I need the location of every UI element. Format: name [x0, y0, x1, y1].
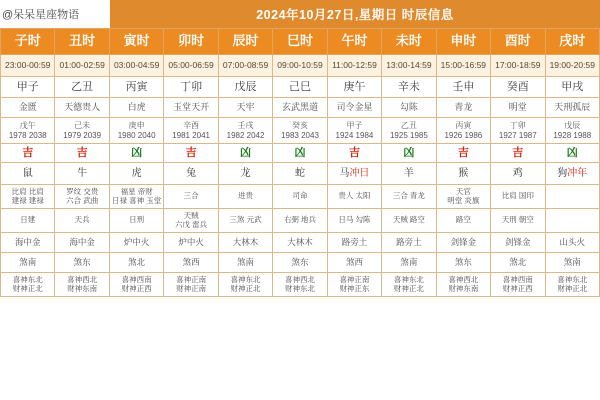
sha-direction-cell: 煞南: [218, 253, 272, 273]
direction-line: 财神东南: [67, 283, 98, 293]
star-years-list: 1982 2042: [226, 130, 265, 140]
shishen-line: 日禄 喜神 玉堂: [112, 195, 162, 205]
star-branch: 戊辰: [564, 120, 581, 130]
sha-direction-cell: 煞南: [545, 253, 599, 273]
star-branch: 戊午: [19, 120, 36, 130]
direction-line: 财神正北: [393, 283, 424, 293]
xishen-caishen-cell: [545, 273, 599, 297]
luck-label: 凶: [403, 146, 415, 159]
star-years-cell: [273, 118, 327, 144]
wuxing-nayin-cell: 炉中火: [164, 233, 218, 253]
sha-direction-cell: 煞北: [109, 253, 163, 273]
xishen-caishen-cell: [436, 273, 490, 297]
direction-line: 财神正北: [230, 283, 261, 293]
wuxing-nayin-cell: 剑锋金: [436, 233, 490, 253]
hour-name-cell[interactable]: 酉时: [491, 29, 545, 55]
shishen: [1, 185, 600, 209]
wuxing-nayin-cell: 海中金: [55, 233, 109, 253]
wuxing-nayin-cell: 山头火: [545, 233, 599, 253]
direction-line: 财神正西: [121, 283, 152, 293]
luck-label: 吉: [185, 146, 197, 159]
shensha-line: 右弼 地兵: [283, 215, 317, 225]
star-branch: 庚申: [128, 120, 145, 130]
nayin-top-cell: 司令金星: [327, 98, 381, 118]
hour-name-cell[interactable]: 辰时: [218, 29, 272, 55]
ganzhi-cell: 甲子: [1, 77, 55, 98]
zodiac-chong-cell: [491, 163, 545, 185]
shishen-cell: [164, 185, 218, 209]
zodiac-label: 兔: [186, 167, 197, 179]
shishen-line: 进贵: [238, 191, 254, 201]
direction-line: 财神正南: [176, 283, 207, 293]
star-years-list: 1983 2043: [281, 130, 319, 140]
star-branch: 己未: [74, 120, 91, 130]
luck-label: 吉: [348, 146, 360, 159]
shensha-line: 六戊 雷兵: [175, 219, 208, 229]
nayin-top-cell: 天刑孤辰: [545, 98, 599, 118]
shensha-line: 路空: [455, 215, 471, 225]
star-years: [1, 118, 600, 144]
ganzhi-cell: 己巳: [273, 77, 327, 98]
zodiac-chong-cell: [436, 163, 490, 185]
zodiac-label: 狗: [557, 167, 568, 179]
shishen-line: 三合 青龙: [392, 191, 425, 201]
shishen-cell: [55, 185, 109, 209]
star-years-cell: [1, 118, 55, 144]
xishen-caishen-cell: [164, 273, 218, 297]
shishen-line: 福星 帝财: [120, 186, 153, 196]
hour-range-cell: 05:00-06:59: [164, 55, 218, 77]
hour-range-cell: 17:00-18:59: [491, 55, 545, 77]
zodiac-label: 蛇: [294, 167, 305, 179]
star-years-list: 1981 2041: [172, 130, 210, 140]
nayin-top-cell: 玉堂天开: [164, 98, 218, 118]
nayin-top-cell: 青龙: [436, 98, 490, 118]
direction-line: 喜神西北: [284, 274, 315, 284]
brand-watermark: @呆呆星座物语: [2, 9, 80, 21]
shensha-line: 天贼 路空: [392, 215, 425, 225]
star-branch: 甲子: [346, 120, 363, 130]
zodiac-chong-cell: [327, 163, 381, 185]
star-years-list: 1924 1984: [335, 130, 374, 140]
shishen-cell: [327, 185, 381, 209]
shishen-line: 比肩 比肩: [11, 186, 44, 196]
star-years-list: 1979 2039: [63, 130, 102, 140]
hour-info-table: [0, 28, 600, 297]
shishen-cell: [545, 185, 599, 209]
zodiac-chong-cell: [218, 163, 272, 185]
shishen-line: 三合: [183, 191, 199, 201]
zodiac-chong-cell: [164, 163, 218, 185]
xishen-caishen-cell: [218, 273, 272, 297]
wuxing-nayin-cell: 大林木: [273, 233, 327, 253]
star-years-list: 1927 1987: [498, 130, 537, 140]
zodiac-chong: [1, 163, 600, 185]
ganzhi-cell: 庚午: [327, 77, 381, 98]
star-years-cell: [491, 118, 545, 144]
xishen-caishen-cell: [55, 273, 109, 297]
luck-flag-cell: [491, 144, 545, 163]
shensha-cell: [327, 209, 381, 233]
hour-range: [1, 55, 600, 77]
shensha-line: 天贼: [183, 210, 199, 220]
hour-range-cell: 13:00-14:59: [382, 55, 436, 77]
star-years-cell: [109, 118, 163, 144]
shishen-cell: [218, 185, 272, 209]
hour-name-cell[interactable]: 巳时: [273, 29, 327, 55]
direction-line: 喜神西南: [502, 274, 533, 284]
luck-label: 吉: [512, 146, 524, 159]
shishen-line: 天官: [455, 186, 471, 196]
luck-flag-cell: [55, 144, 109, 163]
nayin-top-cell: 明堂: [491, 98, 545, 118]
hour-name-cell[interactable]: 子时: [1, 29, 55, 55]
luck-flag: [1, 144, 600, 163]
star-branch: 癸亥: [291, 120, 308, 130]
luck-label: 凶: [131, 146, 143, 159]
luck-label: 凶: [566, 146, 578, 159]
zodiac-label: 羊: [403, 167, 414, 179]
star-years-cell: [382, 118, 436, 144]
luck-flag-cell: [273, 144, 327, 163]
wuxing-nayin-cell: 剑锋金: [491, 233, 545, 253]
shensha-line: 日刑: [129, 215, 145, 225]
ganzhi-cell: 壬申: [436, 77, 490, 98]
luck-flag-cell: [1, 144, 55, 163]
shensha-cell: [273, 209, 327, 233]
zodiac-label: 虎: [131, 167, 142, 179]
nayin-top-cell: 金匮: [1, 98, 55, 118]
direction-line: 喜神东北: [12, 274, 43, 284]
zodiac-chong-cell: [1, 163, 55, 185]
shishen-line: 贵人 太阳: [338, 191, 371, 201]
luck-label: 吉: [76, 146, 88, 159]
zodiac-chong-cell: [273, 163, 327, 185]
wuxing-nayin-cell: 大林木: [218, 233, 272, 253]
star-branch: 丁卯: [509, 120, 526, 130]
star-years-cell: [218, 118, 272, 144]
nayin-top-cell: 玄武黑道: [273, 98, 327, 118]
hour-range-cell: 19:00-20:59: [545, 55, 599, 77]
star-branch: 乙丑: [400, 120, 417, 130]
luck-flag-cell: [327, 144, 381, 163]
star-years-cell: [436, 118, 490, 144]
shishen-line: 明堂 炎旗: [447, 195, 480, 205]
xishen-caishen-cell: [327, 273, 381, 297]
wuxing-nayin-cell: 海中金: [1, 233, 55, 253]
direction-line: 喜神正南: [339, 274, 370, 284]
hour-name-cell[interactable]: 午时: [327, 29, 381, 55]
zodiac-chong-cell: [55, 163, 109, 185]
star-branch: 辛酉: [183, 120, 200, 130]
direction-line: 喜神西北: [67, 274, 98, 284]
luck-flag-cell: [164, 144, 218, 163]
hour-name-cell[interactable]: 丑时: [55, 29, 109, 55]
sha-direction-cell: 煞西: [327, 253, 381, 273]
luck-label: 吉: [22, 146, 34, 159]
sha-direction: [1, 253, 600, 273]
direction-line: 财神正北: [12, 283, 43, 293]
zodiac-label: 龙: [240, 167, 251, 179]
shishen-cell: [273, 185, 327, 209]
direction-line: 喜神东北: [557, 274, 588, 284]
nayin-top-cell: 天牢: [218, 98, 272, 118]
hour-name-cell[interactable]: 卯时: [164, 29, 218, 55]
wuxing-nayin-cell: 路旁土: [382, 233, 436, 253]
shishen-line: 罗纹 交贵: [66, 186, 99, 196]
ganzhi-cell: 乙丑: [55, 77, 109, 98]
luck-label: 凶: [294, 146, 306, 159]
hour-range-cell: 09:00-10:59: [273, 55, 327, 77]
shensha-line: 天兵: [74, 215, 90, 225]
chong-label: 冲日: [349, 167, 370, 179]
star-branch: 丙寅: [455, 120, 472, 130]
shensha: [1, 209, 600, 233]
sha-direction-cell: 煞东: [273, 253, 327, 273]
sha-direction-cell: 煞南: [1, 253, 55, 273]
shensha-cell: [382, 209, 436, 233]
ganzhi-cell: 戊辰: [218, 77, 272, 98]
shensha-line: 日建: [20, 215, 36, 225]
shishen-line: 六合 武曲: [66, 195, 99, 205]
hour-name-cell[interactable]: 申时: [436, 29, 490, 55]
direction-line: 喜神西南: [121, 274, 152, 284]
sha-direction-cell: 煞南: [382, 253, 436, 273]
sha-direction-cell: 煞西: [164, 253, 218, 273]
direction-line: 财神东北: [284, 283, 315, 293]
shishen-cell: [1, 185, 55, 209]
nayin-top-cell: 天德贵人: [55, 98, 109, 118]
luck-flag-cell: [436, 144, 490, 163]
star-years-cell: [164, 118, 218, 144]
hour-range-cell: 07:00-08:59: [218, 55, 272, 77]
shensha-cell: [109, 209, 163, 233]
shensha-cell: [164, 209, 218, 233]
sha-direction-cell: 煞东: [55, 253, 109, 273]
shishen-cell: [491, 185, 545, 209]
hour-name-cell[interactable]: 寅时: [109, 29, 163, 55]
shishen-cell: [109, 185, 163, 209]
ganzhi-cell: 甲戌: [545, 77, 599, 98]
ganzhi-cell: 丙寅: [109, 77, 163, 98]
star-branch: 壬戌: [237, 120, 254, 130]
shishen-line: 建禄 建禄: [11, 195, 44, 205]
shensha-line: 天刑 朝空: [501, 215, 534, 225]
ganzhi-cell: 丁卯: [164, 77, 218, 98]
wuxing-nayin-cell: 路旁土: [327, 233, 381, 253]
shishen-cell: [382, 185, 436, 209]
page-header: [0, 0, 600, 28]
shensha-line: 三煞 元武: [229, 215, 262, 225]
zodiac-chong-cell: [545, 163, 599, 185]
star-years-cell: [545, 118, 599, 144]
hour-range-cell: 11:00-12:59: [327, 55, 381, 77]
luck-label: 吉: [457, 146, 469, 159]
hour-range-cell: 15:00-16:59: [436, 55, 490, 77]
zodiac-label: 马: [339, 167, 350, 179]
luck-flag-cell: [218, 144, 272, 163]
shishen-cell: [436, 185, 490, 209]
zodiac-chong-cell: [109, 163, 163, 185]
hour-range-cell: 23:00-00:59: [1, 55, 55, 77]
page-title: 2024年10月27日,星期日 时辰信息: [110, 0, 600, 28]
direction-line: 财神正北: [557, 283, 588, 293]
shensha-cell: [545, 209, 599, 233]
star-years-cell: [55, 118, 109, 144]
shensha-cell: [436, 209, 490, 233]
hour-name: [1, 29, 600, 55]
zodiac-label: 猴: [458, 167, 469, 179]
luck-flag-cell: [545, 144, 599, 163]
star-years-cell: [327, 118, 381, 144]
luck-flag-cell: [382, 144, 436, 163]
star-years-list: 1978 2038: [8, 130, 47, 140]
xishen-caishen-cell: [1, 273, 55, 297]
xishen-caishen: [1, 273, 600, 297]
shishen-line: 司命: [292, 191, 308, 201]
hour-range-cell: 01:00-02:59: [55, 55, 109, 77]
hour-name-cell[interactable]: 戌时: [545, 29, 599, 55]
zodiac-chong-cell: [382, 163, 436, 185]
chong-label: 冲年: [567, 167, 588, 179]
sha-direction-cell: 煞东: [436, 253, 490, 273]
shensha-cell: [218, 209, 272, 233]
zodiac-label: 鸡: [512, 167, 523, 179]
star-years-list: 1928 1988: [553, 130, 592, 140]
hour-name-cell[interactable]: 未时: [382, 29, 436, 55]
luck-label: 凶: [240, 146, 252, 159]
star-years-list: 1980 2040: [117, 130, 156, 140]
xishen-caishen-cell: [109, 273, 163, 297]
shensha-cell: [491, 209, 545, 233]
star-years-list: 1926 1986: [444, 130, 483, 140]
zodiac-label: 鼠: [22, 167, 33, 179]
hour-range-cell: 03:00-04:59: [109, 55, 163, 77]
direction-line: 喜神正南: [176, 274, 207, 284]
nayin-top: [1, 98, 600, 118]
luck-flag-cell: [109, 144, 163, 163]
direction-line: 喜神西北: [448, 274, 479, 284]
shensha-cell: [55, 209, 109, 233]
ganzhi-cell: 癸酉: [491, 77, 545, 98]
shensha-cell: [1, 209, 55, 233]
xishen-caishen-cell: [491, 273, 545, 297]
zodiac-label: 牛: [77, 167, 88, 179]
direction-line: 财神正东: [339, 283, 370, 293]
ganzhi-cell: 辛未: [382, 77, 436, 98]
star-years-list: 1925 1985: [389, 130, 428, 140]
direction-line: 财神正西: [502, 283, 533, 293]
xishen-caishen-cell: [382, 273, 436, 297]
direction-line: 喜神东北: [393, 274, 424, 284]
direction-line: 财神东南: [448, 283, 479, 293]
xishen-caishen-cell: [273, 273, 327, 297]
direction-line: 喜神东北: [230, 274, 261, 284]
shensha-line: 日马 勾陈: [338, 215, 371, 225]
nayin-top-cell: 勾陈: [382, 98, 436, 118]
shishen-line: 比肩 国印: [501, 191, 534, 201]
ganzhi: [1, 77, 600, 98]
wuxing-nayin-cell: 炉中火: [109, 233, 163, 253]
nayin-top-cell: 白虎: [109, 98, 163, 118]
wuxing-nayin: [1, 233, 600, 253]
sha-direction-cell: 煞北: [491, 253, 545, 273]
